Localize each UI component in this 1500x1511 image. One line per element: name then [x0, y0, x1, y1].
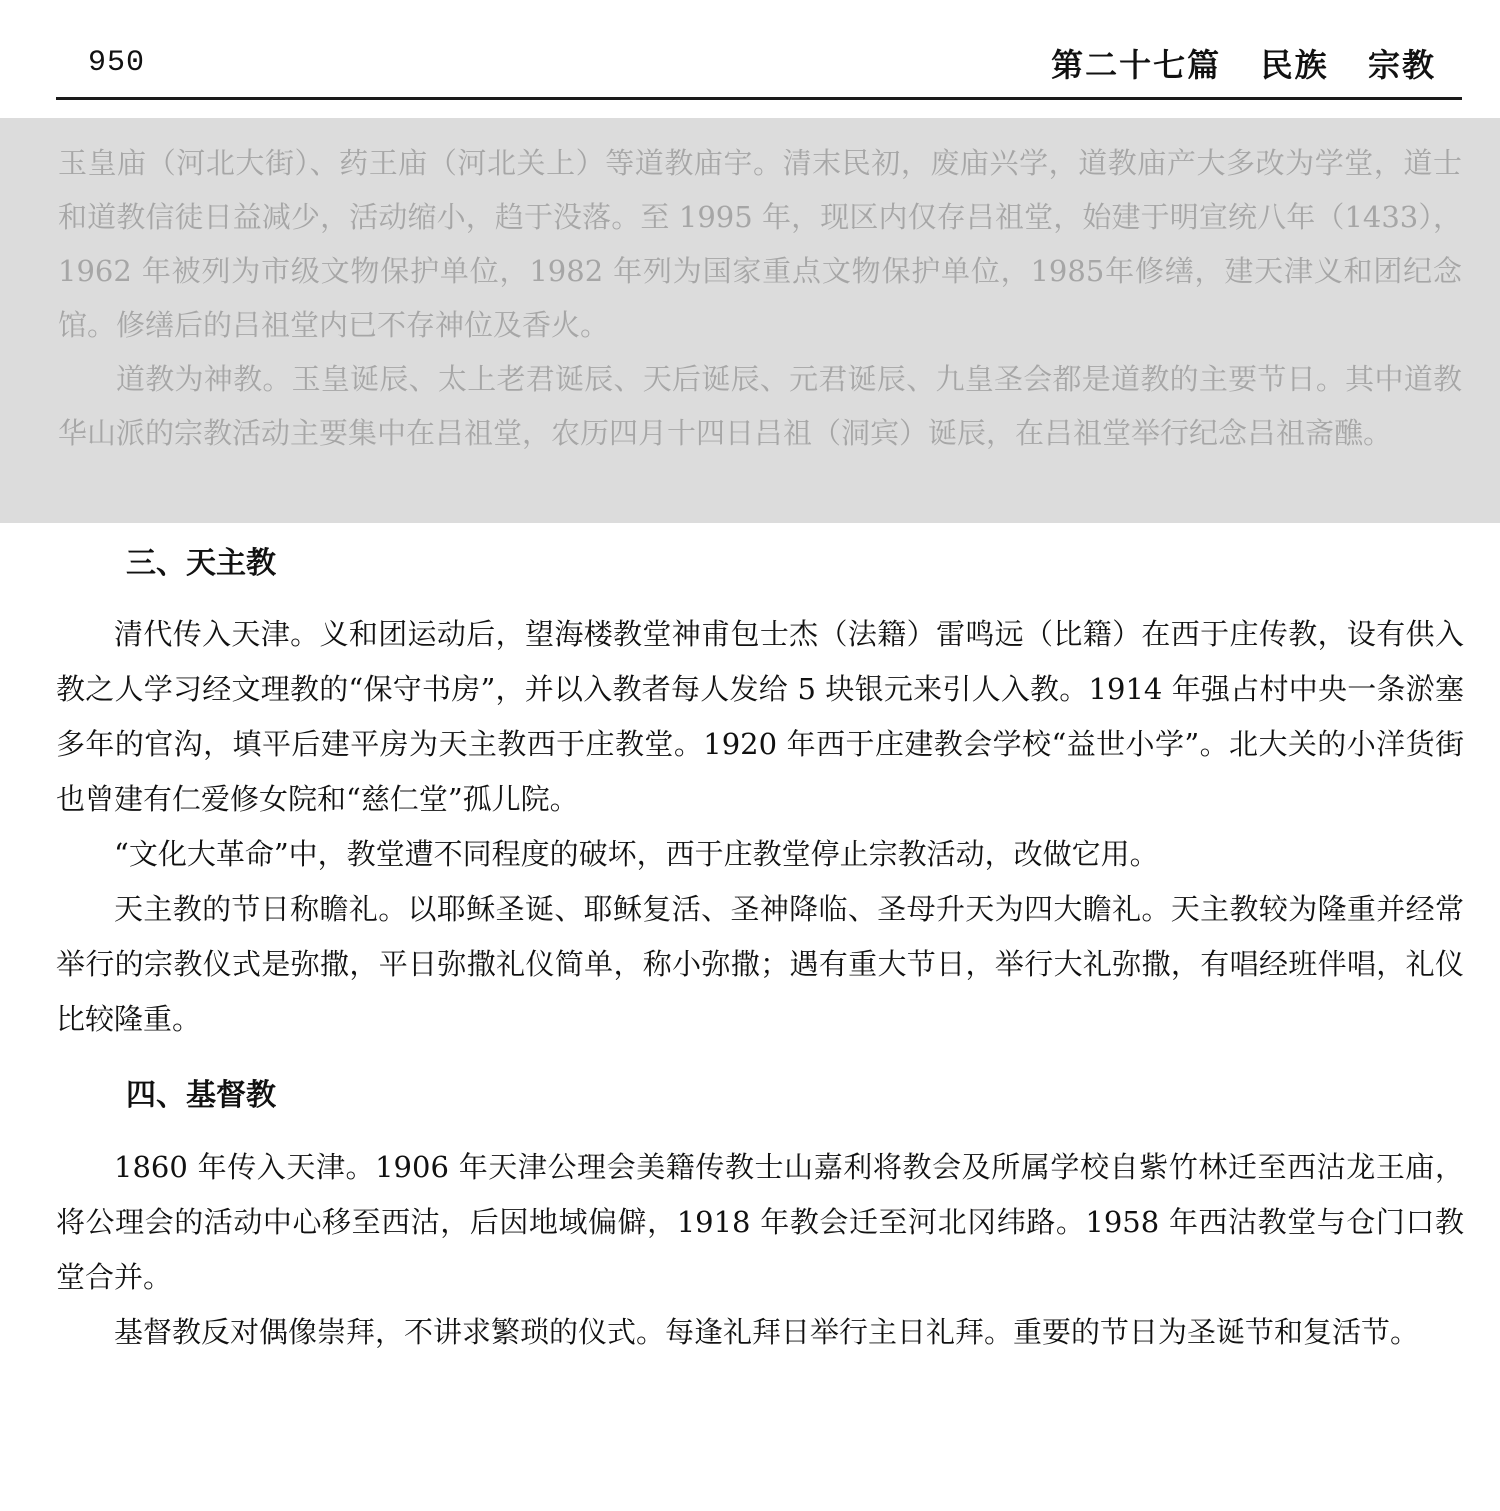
shaded-paragraph: 玉皇庙（河北大街）、药王庙（河北关上）等道教庙宇。清末民初，废庙兴学，道教庙产大多改为学堂，道士和道教信徒日益减少，活动缩小，趋于没落。至 1995 年，现区内仅存吕祖堂，始建于明宣统八年（1433），1962 年被列为市级文物保护单位，1982 年列为国家重点文物保护单位，1985年修缮，建天津义和团纪念馆。修缮后的吕祖堂内已不存神位及香火。 [58, 146, 1462, 342]
body-paragraph: “文化大革命”中，教堂遭不同程度的破坏，西于庄教堂停止宗教活动，改做它用。 [114, 837, 1159, 871]
body-paragraph: 基督教反对偶像崇拜，不讲求繁琐的仪式。每逢礼拜日举行主日礼拜。重要的节日为圣诞节和复活节。 [114, 1315, 1420, 1349]
body-paragraph: 天主教的节日称瞻礼。以耶稣圣诞、耶稣复活、圣神降临、圣母升天为四大瞻礼。天主教较为隆重并经常举行的宗教仪式是弥撒，平日弥撒礼仪简单，称小弥撒；遇有重大节日，举行大礼弥撒，有唱经班伴唱，礼仪比较隆重。 [56, 892, 1464, 1036]
section-body-christianity [56, 1140, 1464, 1360]
section-heading-catholicism: 三、天主教 [126, 546, 276, 581]
body-paragraph: 清代传入天津。义和团运动后，望海楼教堂神甫包士杰（法籍）雷鸣远（比籍）在西于庄传教，设有供入教之人学习经文理教的“保守书房”，并以入教者每人发给 5 块银元来引人入教。1914 年强占村中央一条淤塞多年的官沟，填平后建平房为天主教西于庄教堂。1920 年西于庄建教会学校“益世小学”。北大关的小洋货街也曾建有仁爱修女院和“慈仁堂”孤儿院。 [56, 617, 1464, 816]
body-paragraph: 1860 年传入天津。1906 年天津公理会美籍传教士山嘉利将教会及所属学校自紫竹林迁至西沽龙王庙，将公理会的活动中心移至西沽，后因地域偏僻，1918 年教会迁至河北冈纬路。1958 年西沽教堂与仓门口教堂合并。 [56, 1150, 1464, 1294]
running-head: 第二十七篇 民族 宗教 [1051, 46, 1436, 84]
header-rule [56, 97, 1462, 100]
shaded-text [58, 136, 1462, 460]
page-number: 950 [88, 46, 146, 80]
section-heading-christianity: 四、基督教 [126, 1078, 276, 1113]
section-body-catholicism [56, 607, 1464, 1047]
shaded-paragraph: 道教为神教。玉皇诞辰、太上老君诞辰、天后诞辰、元君诞辰、九皇圣会都是道教的主要节日。其中道教华山派的宗教活动主要集中在吕祖堂，农历四月十四日吕祖（洞宾）诞辰，在吕祖堂举行纪念吕祖斋醮。 [58, 362, 1462, 450]
